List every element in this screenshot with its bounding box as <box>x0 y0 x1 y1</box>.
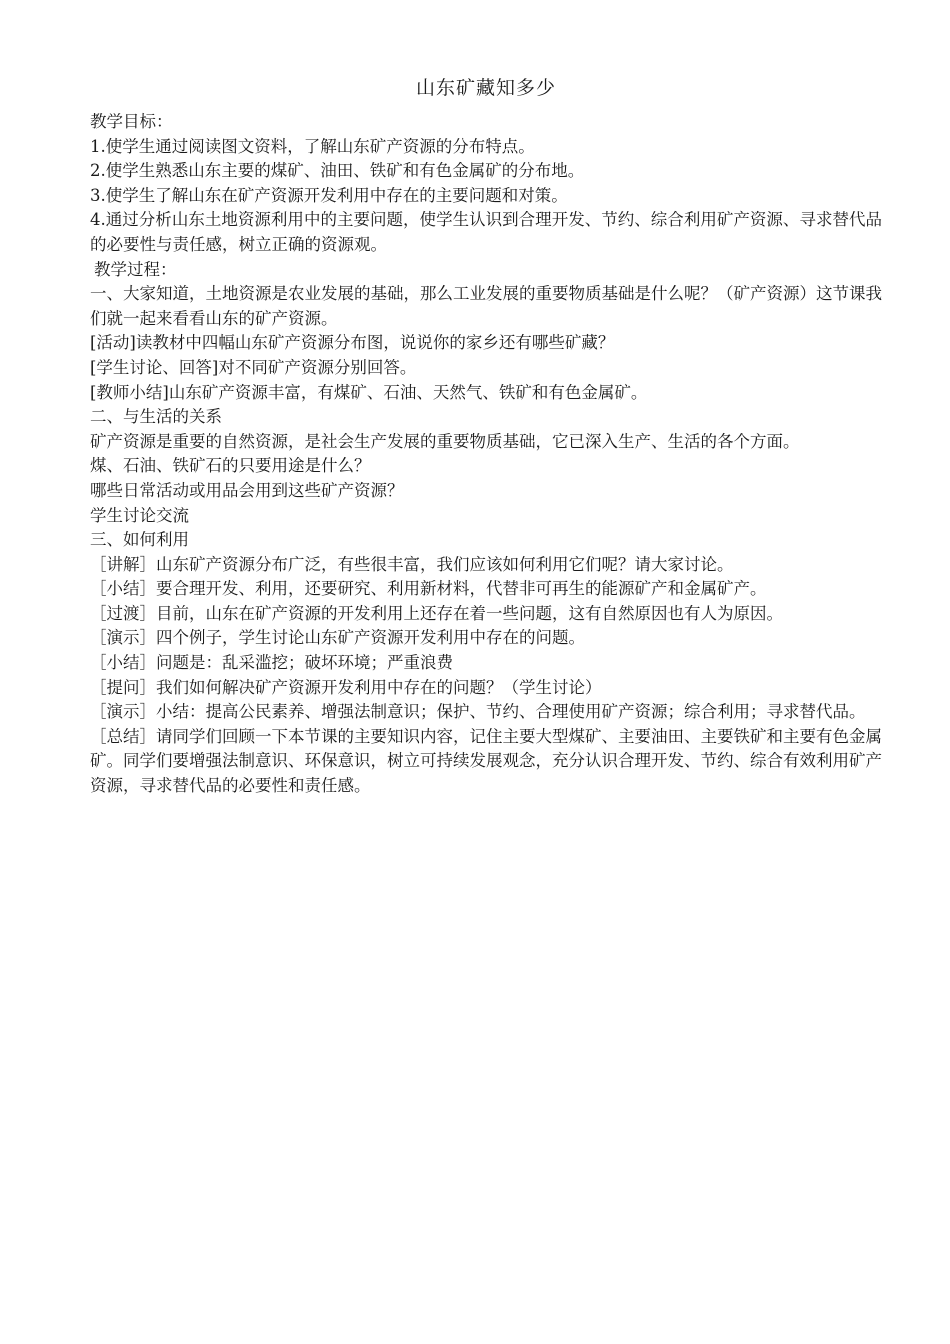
process-demo-2: ［演示］小结：提高公民素养、增强法制意识；保护、节约、合理使用矿产资源；综合利用；寻求替代品。 <box>90 702 866 722</box>
process-student-discussion: [学生讨论、回答]对不同矿产资源分别回答。 <box>90 357 417 377</box>
section-heading-process: 教学过程： <box>94 259 177 279</box>
process-demo-1: ［演示］四个例子，学生讨论山东矿产资源开发利用中存在的问题。 <box>90 628 585 648</box>
process-lecture: ［讲解］山东矿产资源分布广泛，有些很丰富，我们应该如何利用它们呢？请大家讨论。 <box>90 554 734 574</box>
process-question-2: 哪些日常活动或用品会用到这些矿产资源？ <box>90 480 404 500</box>
objective-item-3: 3.使学生了解山东在矿产资源开发利用中存在的主要问题和对策。 <box>90 185 568 205</box>
document-title: 山东矿藏知多少 <box>415 77 556 99</box>
process-activity: [活动]读教材中四幅山东矿产资源分布图，说说你的家乡还有哪些矿藏？ <box>90 333 615 353</box>
process-question-3: ［提问］我们如何解决矿产资源开发利用中存在的问题？（学生讨论） <box>90 677 602 697</box>
process-part-2-body: 矿产资源是重要的自然资源，是社会生产发展的重要物质基础，它已深入生产、生活的各个方面。 <box>90 431 800 451</box>
process-part-2-heading: 二、与生活的关系 <box>90 407 222 427</box>
process-teacher-summary: [教师小结]山东矿产资源丰富，有煤矿、石油、天然气、铁矿和有色金属矿。 <box>90 382 648 402</box>
process-conclusion: ［总结］请同学们回顾一下本节课的主要知识内容，记住主要大型煤矿、主要油田、主要铁矿和主要有色金属矿。同学们要增强法制意识、环保意识，树立可持续发展观念，充分认识合理开发、节约、综合有效利用矿产资源，寻求替代品的必要性和责任感。 <box>90 726 882 796</box>
process-part-1-intro: 一、大家知道，土地资源是农业发展的基础，那么工业发展的重要物质基础是什么呢？（矿产资源）这节课我们就一起来看看山东的矿产资源。 <box>90 284 882 328</box>
process-part-3-heading: 三、如何利用 <box>90 530 189 550</box>
section-heading-objectives: 教学目标： <box>90 112 173 131</box>
process-summary-1: ［小结］要合理开发、利用，还要研究、利用新材料，代替非可再生的能源矿产和金属矿产。 <box>90 579 767 599</box>
objective-item-2: 2.使学生熟悉山东主要的煤矿、油田、铁矿和有色金属矿的分布地。 <box>90 161 585 181</box>
objective-item-1: 1.使学生通过阅读图文资料，了解山东矿产资源的分布特点。 <box>90 136 535 156</box>
document-page <box>90 72 882 799</box>
process-discussion: 学生讨论交流 <box>90 505 189 525</box>
objective-item-4: 4.通过分析山东土地资源利用中的主要问题，使学生认识到合理开发、节约、综合利用矿产资源、寻求替代品的必要性与责任感，树立正确的资源观。 <box>90 210 882 254</box>
process-question-1: 煤、石油、铁矿石的只要用途是什么？ <box>90 456 371 476</box>
process-transition: ［过渡］目前，山东在矿产资源的开发利用上还存在着一些问题，这有自然原因也有人为原因。 <box>90 603 783 623</box>
process-summary-2: ［小结］问题是：乱采滥挖；破坏环境；严重浪费 <box>90 653 453 673</box>
